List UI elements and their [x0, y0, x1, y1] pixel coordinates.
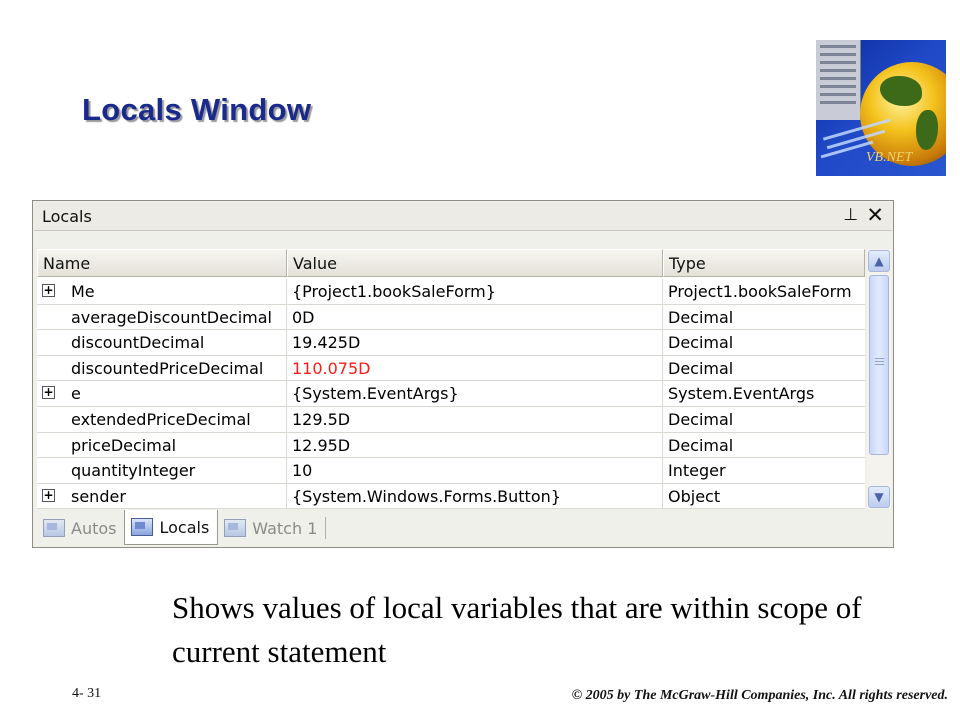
- table-row[interactable]: [37, 381, 865, 407]
- variable-value-cell[interactable]: 110.075D: [287, 356, 663, 381]
- vb-net-globe-logo: [816, 40, 946, 176]
- vertical-scrollbar[interactable]: [867, 249, 891, 509]
- variable-name-cell: [37, 356, 287, 381]
- variable-value-cell[interactable]: 10: [287, 458, 663, 483]
- variable-name-cell: [37, 305, 287, 330]
- variable-name-cell: [37, 381, 287, 406]
- variable-name-text: extendedPriceDecimal: [71, 409, 251, 429]
- slide-number: 4- 31: [72, 686, 102, 701]
- variable-name-text: quantityInteger: [71, 461, 196, 481]
- table-row[interactable]: [37, 330, 865, 356]
- variable-name-cell: [37, 484, 287, 509]
- variable-name-cell: [37, 458, 287, 483]
- tab-label: Locals: [159, 517, 210, 537]
- tab-autos[interactable]: [37, 511, 124, 545]
- variable-type-cell: Decimal: [668, 358, 734, 378]
- column-header-name[interactable]: Name: [37, 249, 287, 277]
- expand-plus-icon[interactable]: +: [43, 283, 54, 297]
- table-row[interactable]: [37, 484, 865, 510]
- column-header-row: [37, 249, 865, 277]
- close-icon[interactable]: ✕: [866, 203, 884, 227]
- table-row[interactable]: [37, 433, 865, 459]
- table-row[interactable]: [37, 279, 865, 305]
- table-row[interactable]: [37, 305, 865, 331]
- slide-caption: Shows values of local variables that are within scope of current statement: [172, 590, 862, 669]
- variable-name-text: averageDiscountDecimal: [71, 307, 272, 327]
- variable-type-cell: Object: [668, 486, 721, 506]
- scroll-down-arrow-icon[interactable]: ▼: [868, 486, 890, 508]
- debug-window-tabs: [37, 511, 889, 545]
- tab-separator: [325, 517, 326, 539]
- variable-type-cell: Project1.bookSaleForm: [668, 282, 852, 301]
- variable-value-cell[interactable]: {Project1.bookSaleForm}: [287, 279, 663, 304]
- window-title: Locals: [42, 207, 92, 226]
- scrollbar-thumb[interactable]: [869, 275, 889, 455]
- variable-value-cell[interactable]: {System.EventArgs}: [287, 381, 663, 406]
- variable-name-cell: [37, 279, 287, 304]
- variable-value-cell[interactable]: 12.95D: [287, 433, 663, 458]
- variable-name-cell: [37, 433, 287, 458]
- variable-name-cell: [37, 330, 287, 355]
- variable-value-cell[interactable]: 129.5D: [287, 407, 663, 432]
- tab-watch-1[interactable]: [218, 511, 325, 545]
- variable-type-cell: Integer: [668, 461, 726, 481]
- tab-label: Watch 1: [252, 518, 318, 538]
- scroll-up-arrow-icon[interactable]: ▲: [868, 250, 890, 272]
- locals-titlebar: [34, 202, 892, 231]
- variable-value-cell[interactable]: {System.Windows.Forms.Button}: [287, 484, 663, 509]
- variable-type-cell: Decimal: [668, 409, 734, 429]
- expand-plus-icon[interactable]: +: [43, 487, 54, 502]
- watch-window-icon: [224, 519, 246, 537]
- tab-locals[interactable]: [124, 510, 218, 545]
- variable-name-text: Me: [71, 282, 95, 301]
- table-row[interactable]: [37, 356, 865, 382]
- locals-window-icon: [131, 518, 153, 536]
- variable-name-text: e: [71, 384, 81, 404]
- slide-title: Locals Window: [82, 92, 312, 127]
- variable-type-cell: Decimal: [668, 435, 734, 455]
- variable-name-text: discountDecimal: [71, 333, 205, 353]
- expand-plus-icon[interactable]: +: [43, 385, 54, 400]
- locals-rows: [37, 279, 865, 509]
- variable-type-cell: Decimal: [668, 307, 734, 327]
- autos-window-icon: [43, 519, 65, 537]
- column-header-value[interactable]: Value: [287, 249, 663, 277]
- ide-panel-graphic: [816, 40, 861, 120]
- table-row[interactable]: [37, 407, 865, 433]
- variable-name-text: discountedPriceDecimal: [71, 358, 264, 378]
- locals-window: [32, 200, 894, 548]
- tab-label: Autos: [71, 518, 117, 538]
- variable-value-cell[interactable]: 19.425D: [287, 330, 663, 355]
- logo-text: VB.NET: [866, 150, 913, 165]
- variable-name-cell: [37, 407, 287, 432]
- variable-name-text: priceDecimal: [71, 435, 177, 455]
- copyright-notice: © 2005 by The McGraw-Hill Companies, Inc. All rights reserved.: [571, 688, 948, 703]
- variable-type-cell: System.EventArgs: [668, 384, 815, 404]
- variable-name-text: sender: [71, 486, 126, 506]
- variable-value-cell[interactable]: 0D: [287, 305, 663, 330]
- column-header-type[interactable]: Type: [663, 249, 865, 277]
- pushpin-icon[interactable]: ⊥: [843, 205, 858, 225]
- table-row[interactable]: [37, 458, 865, 484]
- variable-type-cell: Decimal: [668, 333, 734, 353]
